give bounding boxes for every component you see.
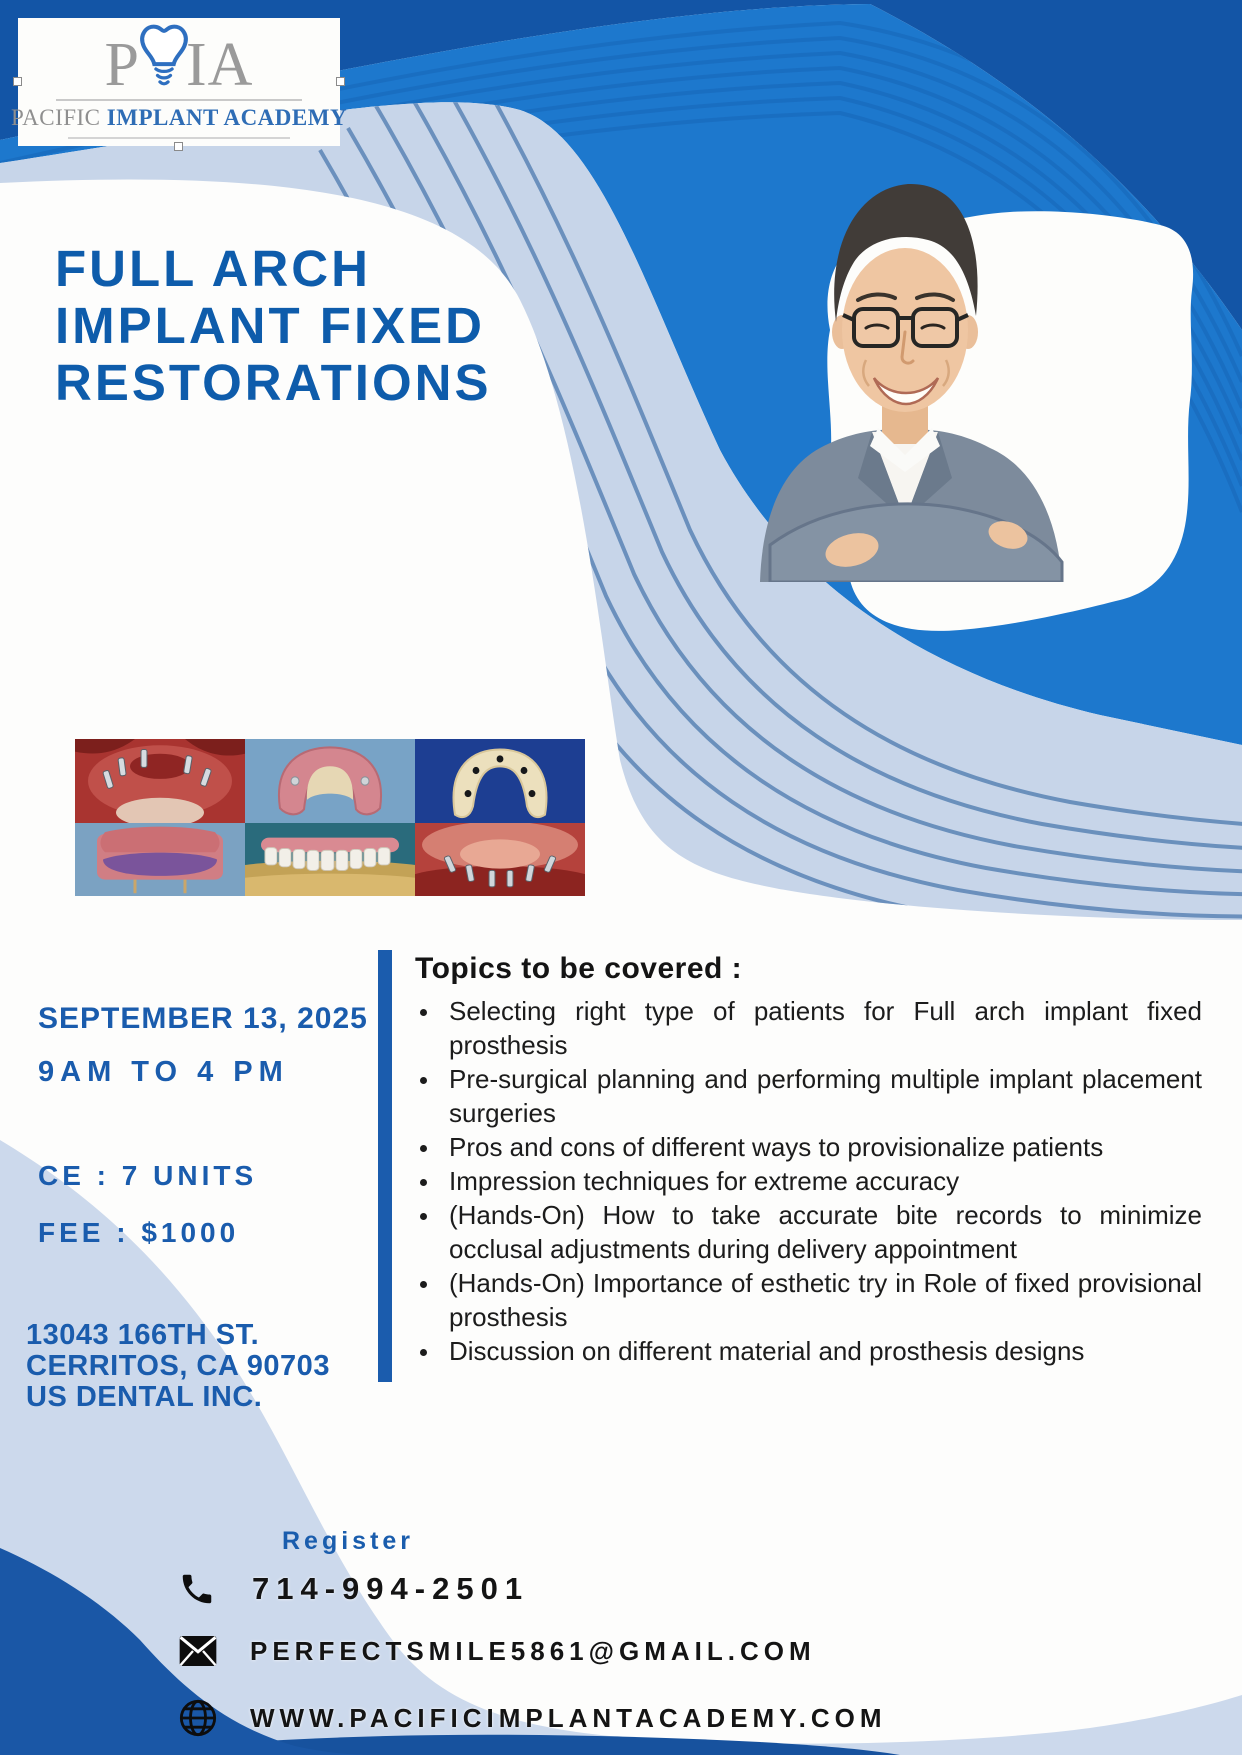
event-fee: FEE : $1000: [38, 1217, 240, 1248]
title-line-2: IMPLANT FIXED: [55, 297, 485, 354]
logo-subtitle-implant-academy: IMPLANT ACADEMY: [106, 104, 348, 130]
envelope-icon: [178, 1634, 218, 1668]
topic-item: • Pros and cons of different ways to provisionalize patients: [441, 1130, 1202, 1164]
phone-row: [178, 1570, 529, 1608]
address-line-1: 13043 166TH ST.: [26, 1319, 260, 1351]
logo-divider: [68, 137, 290, 139]
logo-divider: [56, 99, 302, 101]
email-row: [178, 1634, 816, 1668]
topic-item: • (Hands-On) Importance of esthetic try in Role of fixed provisional prosthesis: [441, 1266, 1202, 1334]
event-ce-units: CE : 7 UNITS: [38, 1160, 258, 1191]
email-address: PERFECTSMILE5861@GMAIL.COM: [250, 1635, 816, 1666]
logo-acronym: [104, 22, 254, 99]
topics-list: [415, 994, 1202, 1368]
topic-item: • Selecting right type of patients for Full arch implant fixed prosthesis: [441, 994, 1202, 1062]
title-line-3: RESTORATIONS: [55, 354, 492, 411]
denture-base-model-photo: [245, 739, 415, 823]
address-line-3: US DENTAL INC.: [26, 1381, 263, 1413]
tooth-implant-icon: [136, 22, 192, 94]
website-row: [178, 1698, 887, 1738]
full-arch-prosthesis-on-cast-photo: [245, 823, 415, 896]
logo-letters-ia: IA: [186, 30, 254, 99]
topics-section: [378, 950, 1202, 1382]
clinical-photo-collage: [75, 739, 585, 896]
pink-purple-cast-model-photo: [75, 823, 245, 896]
selection-handle[interactable]: [174, 142, 183, 151]
topics-heading: Topics to be covered :: [415, 952, 743, 985]
logo-card[interactable]: [10, 18, 348, 146]
selection-handle[interactable]: [336, 77, 345, 86]
logo-subtitle-pacific: PACIFIC: [10, 104, 101, 130]
topic-item: • Discussion on different material and prosthesis designs: [441, 1334, 1202, 1368]
title-line-1: FULL ARCH: [55, 240, 371, 297]
logo-letter-p: P: [104, 30, 141, 99]
event-address: [26, 1320, 330, 1413]
selection-handle[interactable]: [13, 77, 22, 86]
lower-jaw-surgery-implants-photo: [415, 823, 585, 896]
event-time: 9AM TO 4 PM: [38, 1056, 289, 1088]
phone-number: 714-994-2501: [252, 1571, 530, 1606]
register-heading: Register: [282, 1527, 415, 1555]
upper-jaw-surgery-implants-photo: [75, 739, 245, 823]
address-line-2: CERRITOS, CA 90703: [26, 1350, 330, 1382]
topic-item: • Pre-surgical planning and performing multiple implant placement surgeries: [441, 1062, 1202, 1130]
globe-icon: [178, 1698, 218, 1738]
website-url: WWW.PACIFICIMPLANTACADEMY.COM: [250, 1702, 887, 1733]
implant-supported-arch-photo: [415, 739, 585, 823]
logo-subtitle: [11, 105, 347, 131]
event-date: SEPTEMBER 13, 2025: [38, 1002, 368, 1035]
page-title: [55, 240, 491, 411]
topic-item: • Impression techniques for extreme accuracy: [441, 1164, 1202, 1198]
phone-icon: [178, 1570, 216, 1608]
topic-item: • (Hands-On) How to take accurate bite records to minimize occlusal adjustments during delivery appointment: [441, 1198, 1202, 1266]
